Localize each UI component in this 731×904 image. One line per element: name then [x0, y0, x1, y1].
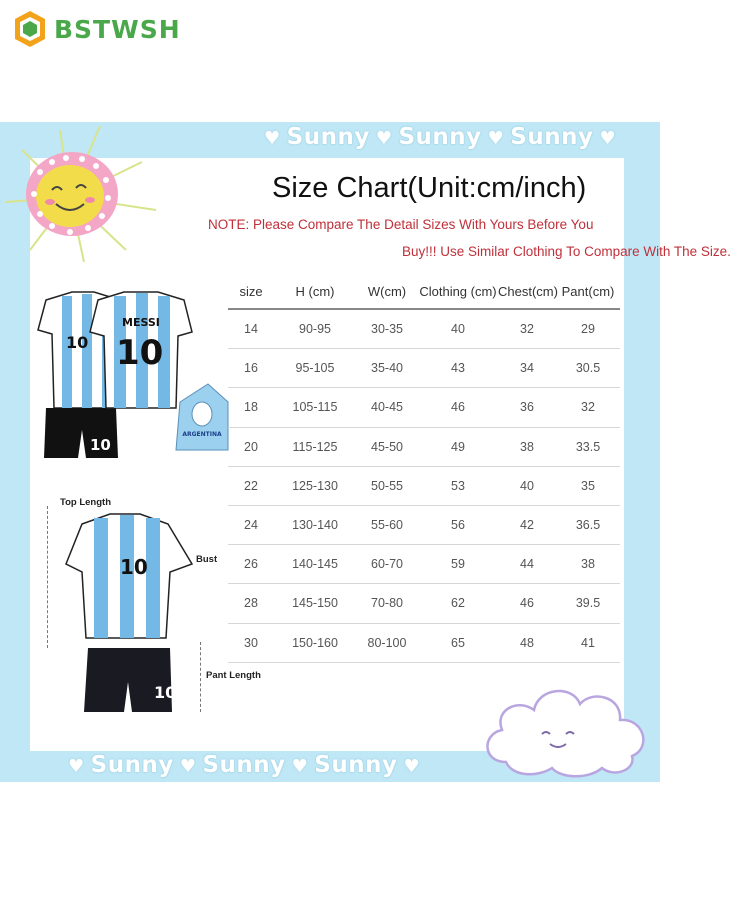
header-weight: W(cm)	[367, 283, 407, 299]
jersey-name: MESSI	[122, 316, 160, 329]
heart-icon: ♥	[599, 128, 617, 149]
cell-pant: 30.5	[575, 361, 601, 376]
cell-clothing: 40	[451, 322, 465, 337]
cell-weight: 80-100	[367, 635, 407, 650]
page-title: Size Chart(Unit:cm/inch)	[272, 172, 587, 204]
cell-height: 130-140	[292, 518, 338, 533]
table-row	[228, 545, 620, 584]
heart-icon: ♥	[487, 128, 505, 149]
cell-clothing: 43	[451, 361, 465, 376]
cell-height: 150-160	[292, 635, 338, 650]
cell-chest: 40	[520, 478, 534, 493]
cell-chest: 36	[520, 400, 534, 415]
cell-chest: 38	[520, 439, 534, 454]
bag-label: ARGENTINA	[182, 431, 222, 438]
heart-icon: ♥	[68, 756, 85, 777]
heart-icon: ♥	[403, 756, 421, 777]
cell-clothing: 53	[451, 478, 465, 493]
cell-size: 16	[244, 361, 258, 376]
header-chest: Chest(cm)	[498, 283, 558, 299]
cell-pant: 38	[581, 557, 595, 572]
outfit-shorts-number: 10	[154, 683, 177, 702]
header-size: size	[239, 283, 263, 299]
shorts-number: 10	[90, 436, 111, 454]
header-clothing: Clothing (cm)	[419, 283, 497, 299]
back-jersey-number: 10	[116, 333, 164, 373]
cell-weight: 45-50	[371, 439, 403, 454]
cell-chest: 34	[520, 361, 534, 376]
table-row	[228, 506, 620, 545]
cell-pant: 33.5	[575, 439, 601, 454]
cell-pant: 41	[581, 635, 595, 650]
heart-icon: ♥	[291, 756, 309, 777]
cell-weight: 70-80	[371, 596, 403, 611]
cell-chest: 48	[520, 635, 534, 650]
outfit-jersey-number: 10	[120, 555, 148, 579]
table-row	[228, 467, 620, 506]
top-length-line	[47, 506, 48, 648]
cell-weight: 30-35	[371, 322, 403, 337]
cell-size: 22	[244, 478, 258, 493]
cell-clothing: 49	[451, 439, 465, 454]
heart-icon: ♥	[264, 128, 281, 149]
banner-word: Sunny	[202, 752, 286, 778]
cell-size: 24	[244, 518, 258, 533]
bottom-banner	[62, 752, 426, 778]
cell-size: 28	[244, 596, 258, 611]
banner-word: Sunny	[90, 752, 174, 778]
top-banner	[258, 124, 622, 150]
cloud-illustration-icon	[476, 670, 660, 782]
cell-height: 90-95	[299, 322, 331, 337]
cell-height: 105-115	[292, 400, 338, 415]
cell-size: 18	[244, 400, 258, 415]
cell-pant: 36.5	[575, 518, 601, 533]
cell-chest: 32	[520, 322, 534, 337]
cell-weight: 55-60	[371, 518, 403, 533]
cell-chest: 42	[520, 518, 534, 533]
size-table	[228, 274, 620, 663]
pant-length-line	[200, 642, 201, 712]
cell-clothing: 59	[451, 557, 465, 572]
cell-height: 95-105	[295, 361, 335, 376]
cell-pant: 29	[581, 322, 595, 337]
cell-height: 145-150	[292, 596, 338, 611]
brand-logo	[12, 8, 181, 50]
table-row	[228, 584, 620, 623]
brand-hexagon-icon	[12, 9, 48, 49]
cell-chest: 44	[520, 557, 534, 572]
banner-word: Sunny	[314, 752, 398, 778]
cell-weight: 35-40	[371, 361, 403, 376]
bust-label: Bust	[196, 554, 218, 565]
banner-word: Sunny	[398, 124, 482, 150]
top-length-label: Top Length	[60, 497, 112, 508]
cell-size: 26	[244, 557, 258, 572]
cell-clothing: 62	[451, 596, 465, 611]
pant-length-label: Pant Length	[206, 670, 261, 681]
cell-size: 30	[244, 635, 258, 650]
cell-clothing: 56	[451, 518, 465, 533]
banner-word: Sunny	[286, 124, 370, 150]
cell-size: 20	[244, 439, 258, 454]
cell-weight: 60-70	[371, 557, 403, 572]
header-height: H (cm)	[295, 283, 335, 299]
jersey-set-image	[32, 290, 232, 462]
table-row	[228, 388, 620, 427]
cell-height: 115-125	[292, 439, 338, 454]
cell-weight: 50-55	[371, 478, 403, 493]
table-row	[228, 349, 620, 388]
size-chart-poster	[0, 122, 731, 782]
table-header-row	[228, 274, 620, 310]
brand-name: BSTWSH	[54, 14, 181, 44]
front-jersey-number: 10	[66, 333, 89, 352]
note-line-2: Buy!!! Use Similar Clothing To Compare With The Size.	[402, 244, 731, 259]
cell-chest: 46	[520, 596, 534, 611]
table-row	[228, 428, 620, 467]
cell-height: 125-130	[292, 478, 338, 493]
outfit-image	[66, 512, 196, 718]
sun-illustration-icon	[0, 122, 170, 272]
heart-icon: ♥	[375, 128, 393, 149]
header-pant: Pant(cm)	[561, 283, 615, 299]
cell-height: 140-145	[292, 557, 338, 572]
cell-pant: 35	[581, 478, 595, 493]
cell-pant: 39.5	[575, 596, 601, 611]
table-row	[228, 310, 620, 349]
cell-weight: 40-45	[371, 400, 403, 415]
cell-pant: 32	[581, 400, 595, 415]
note-line-1: NOTE: Please Compare The Detail Sizes With Yours Before You	[208, 217, 594, 232]
table-row	[228, 624, 620, 663]
cell-clothing: 46	[451, 400, 465, 415]
cell-clothing: 65	[451, 635, 465, 650]
cell-size: 14	[244, 322, 258, 337]
banner-word: Sunny	[510, 124, 594, 150]
heart-icon: ♥	[179, 756, 197, 777]
